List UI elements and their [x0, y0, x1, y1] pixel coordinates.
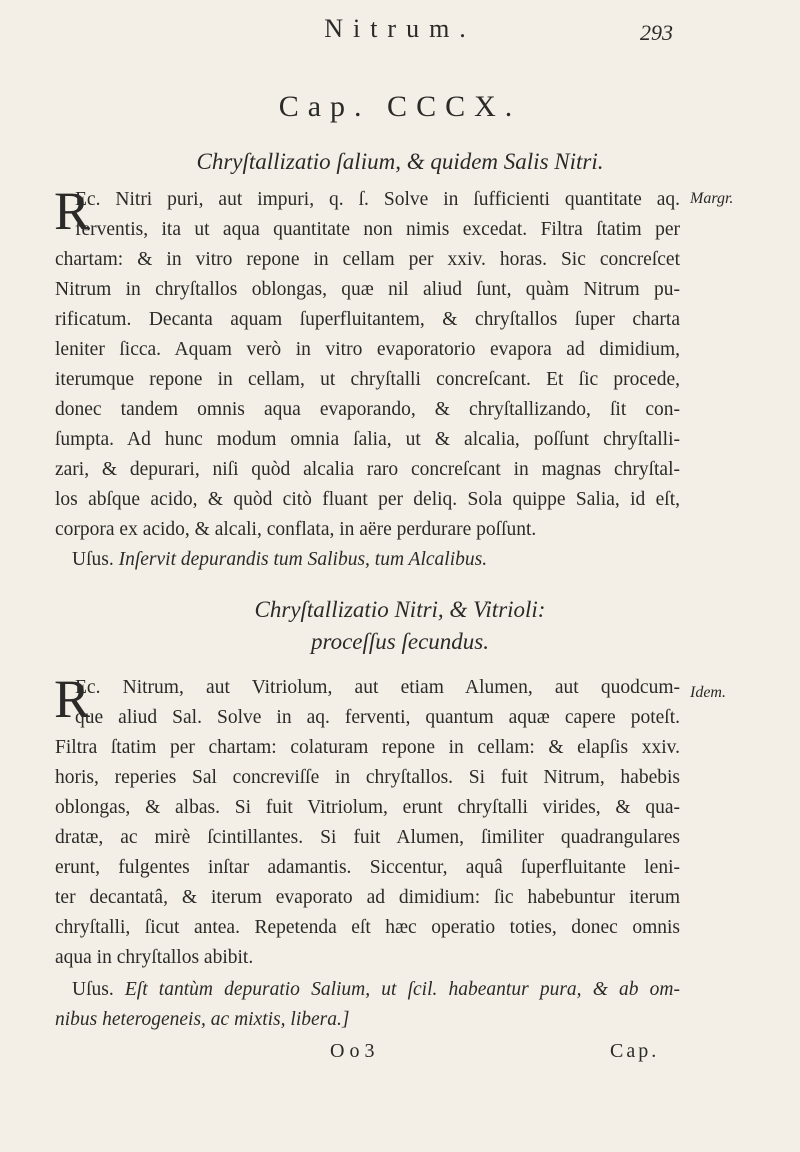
- drop-capital: R: [54, 669, 91, 729]
- text-line: que aliud Sal. Solve in aq. ferventi, quantum aquæ capere poteſt.: [75, 707, 680, 728]
- text-line: horis, reperies Sal concreviſſe in chryſtallos. Si fuit Nitrum, habebis: [55, 767, 680, 788]
- text-line: ter decantatâ, & iterum evaporato ad dimidium: ſic habebuntur iterum: [55, 887, 680, 908]
- text-line: Nitrum in chryſtallos oblongas, quæ nil aliud ſunt, quàm Nitrum pu-: [55, 279, 680, 300]
- margin-note: Idem.: [690, 684, 726, 701]
- text-line: dratæ, ac mirè ſcintillantes. Si fuit Alumen, ſimiliter quadrangulares: [55, 827, 680, 848]
- chapter-heading: Cap. CCCX.: [278, 90, 522, 123]
- drop-capital: R: [54, 181, 91, 241]
- text-line: rificatum. Decanta aquam ſuperfluitantem, & chryſtallos ſuper charta: [55, 309, 680, 330]
- running-head: Nitrum.: [324, 14, 476, 43]
- margin-note: Margr.: [690, 190, 734, 207]
- usus-line: [72, 975, 680, 1005]
- text-line: erunt, fulgentes inſtar adamantis. Siccentur, aquâ ſuperfluitante leni-: [55, 857, 680, 878]
- usus-text: Eſt tantùm depuratio Salium, ut ſcil. habeantur pura, & ab om-: [124, 979, 681, 1000]
- signature-mark: O o 3: [330, 1040, 375, 1062]
- text-line: corpora ex acido, & alcali, conflata, in aëre perdurare poſſunt.: [55, 519, 537, 540]
- text-line: chryſtalli, ſicut antea. Repetenda eſt hæc operatio toties, donec omnis: [55, 917, 680, 938]
- usus-label: Uſus.: [72, 979, 114, 1000]
- text-line: ſumpta. Ad hunc modum omnia ſalia, ut & alcalia, poſſunt chryſtalli-: [55, 429, 680, 450]
- page-number: 293: [640, 20, 673, 45]
- usus-text: nibus heterogeneis, ac mixtis, libera.]: [55, 1009, 350, 1030]
- usus-text: Inſervit depurandis tum Salibus, tum Alcalibus.: [118, 549, 488, 570]
- text-line: zari, & depurari, niſi quòd alcalia raro concreſcant in magnas chryſtal-: [55, 459, 680, 480]
- catchword: Cap.: [610, 1040, 660, 1062]
- text-line: aqua in chryſtallos abibit.: [55, 947, 254, 968]
- text-line: Ec. Nitri puri, aut impuri, q. ſ. Solve in ſufficienti quantitate aq.: [75, 189, 680, 210]
- text-line: donec tandem omnis aqua evaporando, & chryſtallizando, ſit con-: [55, 399, 680, 420]
- usus-label: Uſus.: [72, 549, 114, 570]
- text-line: ferventis, ita ut aqua quantitate non nimis excedat. Filtra ſtatim per: [75, 219, 680, 240]
- text-line: Ec. Nitrum, aut Vitriolum, aut etiam Alumen, aut quodcum-: [75, 677, 680, 698]
- usus-line: [72, 545, 697, 575]
- text-line: Filtra ſtatim per chartam: colaturam repone in cellam: & elapſis xxiv.: [55, 737, 680, 758]
- text-line: oblongas, & albas. Si fuit Vitriolum, erunt chryſtalli virides, & qua-: [55, 797, 680, 818]
- text-line: iterumque repone in cellam, ut chryſtalli concreſcant. Et ſic procede,: [55, 369, 680, 390]
- text-line: leniter ſicca. Aquam verò in vitro evaporatorio evapora ad dimidium,: [55, 339, 680, 360]
- section-title: Chryſtallizatio ſalium, & quidem Salis Nitri.: [196, 149, 604, 174]
- text-line: los abſque acido, & quòd citò fluant per deliq. Sola quippe Salia, id eſt,: [55, 489, 680, 510]
- usus-line: [55, 1005, 680, 1035]
- section-subtitle: proceſſus ſecundus.: [310, 629, 489, 654]
- section-title: Chryſtallizatio Nitri, & Vitrioli:: [254, 597, 546, 622]
- text-line: chartam: & in vitro repone in cellam per xxiv. horas. Sic concreſcet: [55, 249, 680, 270]
